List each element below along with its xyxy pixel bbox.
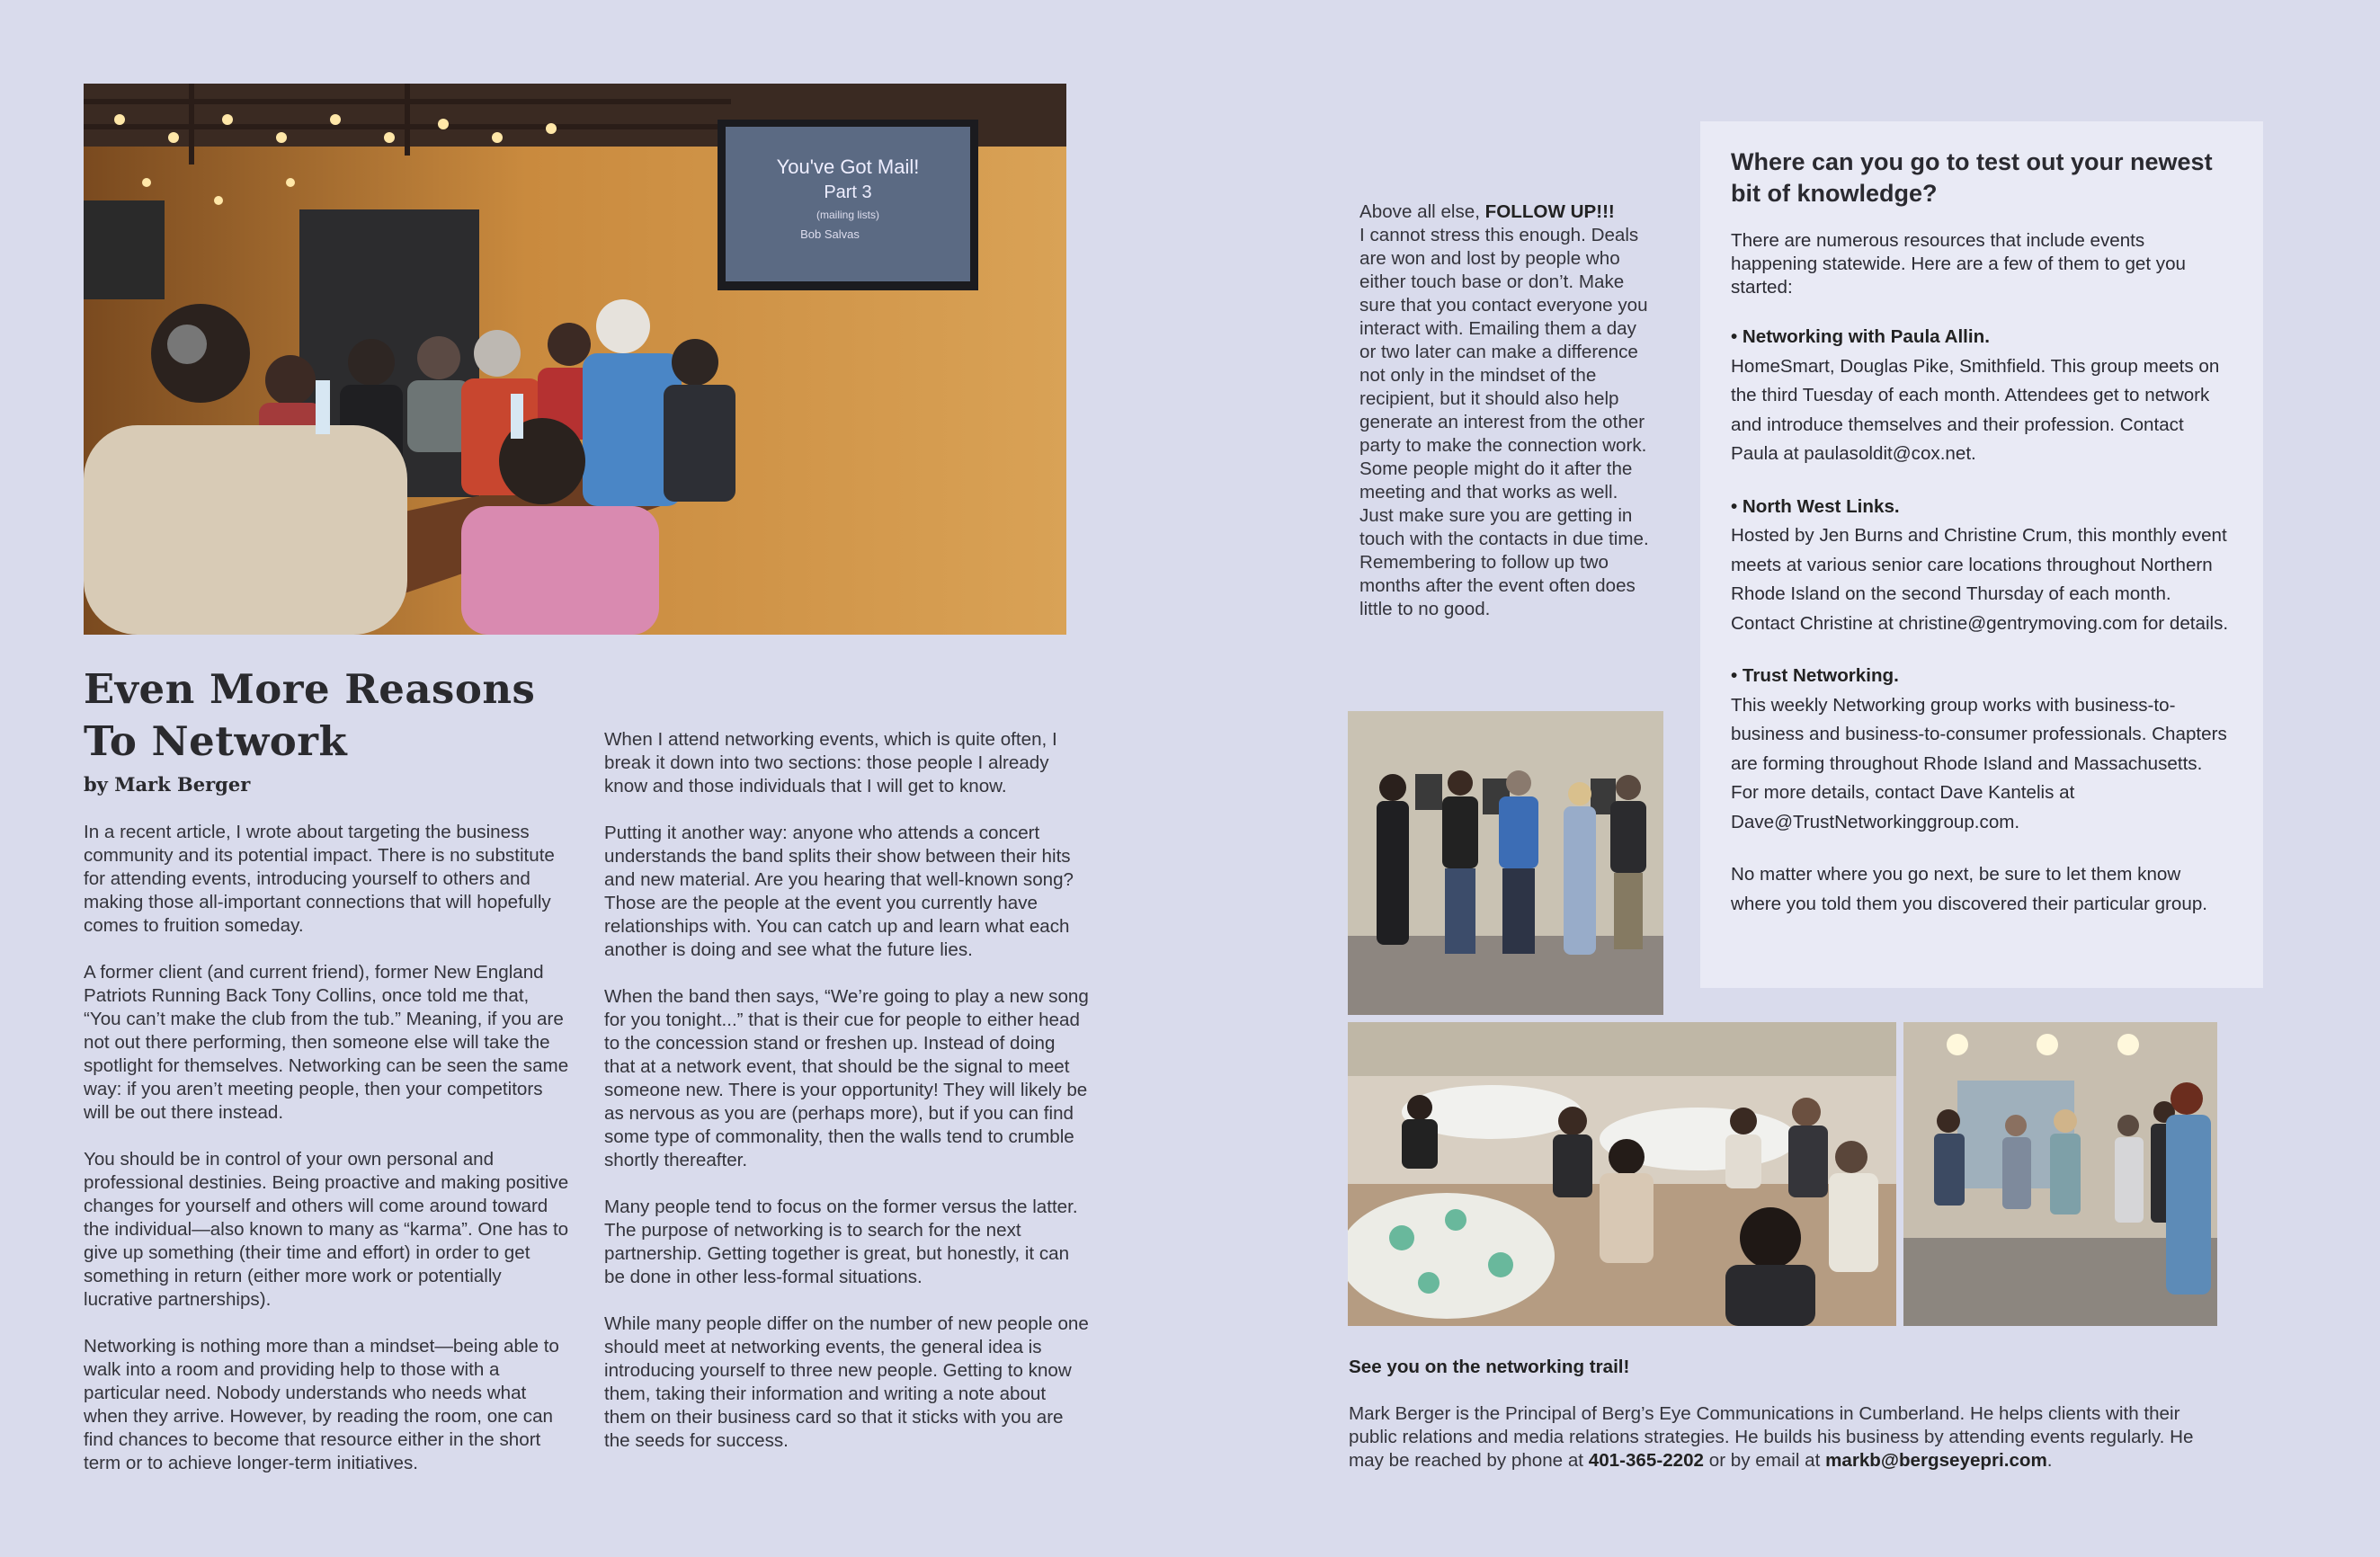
article-column-2 (604, 728, 1090, 1476)
resource-body: Hosted by Jen Burns and Christine Crum, this monthly event meets at various senior care locations throughout Northern Rhode Island on the second Thursday of each month. Contact Christine at christine@gentrymoving.com for details. (1731, 525, 2229, 634)
resources-sidebar (1700, 121, 2263, 988)
follow-up-body: I cannot stress this enough. Deals are won and lost by people who either touch base or don’t. Make sure that you contact everyone you interact with. Emailing them a day or two later can make a difference not only in the mindset of the recipient, but it should also help generate an interest from the other party to make the connection work. Some people might do it after the meeting and that works as well. Just make sure you are getting in touch with the contacts in due time. Remembering to follow up two months after the event often does little to no good. (1359, 225, 1649, 619)
follow-up-paragraph (1359, 200, 1656, 621)
resource-title: • North West Links. (1731, 495, 1900, 517)
column1-paragraph: You should be in control of your own personal and professional destinies. Being proactive and making positive changes for yourself and others will come around toward the individual—also known to many as “karma”. One has to give up something (their time and effort) in order to get something in return (either more work or potentially lucrative partnerships). (84, 1149, 569, 1310)
column1-paragraph: A former client (and current friend), former New England Patriots Running Back Tony Collins, once told me that, “You can’t make the club from the tub.” Meaning, if you are not out there performing, then someone else will take the spotlight for themselves. Networking can be seen the same way: if you aren’t meeting people, then your competitors will be out there instead. (84, 962, 569, 1123)
resource-title: • Trust Networking. (1731, 665, 1899, 686)
main-meeting-photo (84, 84, 1066, 635)
column1-paragraph: Networking is nothing more than a mindset—being able to walk into a room and providing help to those with a particular need. Nobody understands who needs what when they arrive. However, by reading the room, one can find chances to become that resource either in the short term or to achieve longer-term initiatives. (84, 1336, 559, 1473)
sidebar-heading: Where can you go to test out your newest bit of knowledge? (1731, 148, 2213, 207)
screen-title: You've Got Mail! (776, 156, 920, 178)
column2-paragraph: While many people differ on the number of new people one should meet at networking events, the general idea is introducing yourself to three new people. Getting to know them, taking their information and writing a note about them on their business card so that it sticks with you are the seeds for success. (604, 1313, 1089, 1451)
circle-meeting-photo (1903, 1022, 2217, 1326)
article-title: Even More Reasons To Network (84, 665, 536, 765)
follow-up-prefix: Above all else, (1359, 201, 1485, 222)
resource-body: HomeSmart, Douglas Pike, Smithfield. This group meets on the third Tuesday of each month. Attendees get to network and introduce themselves and their profession. Contact Paula at paulasoldit@cox.net. (1731, 355, 2220, 464)
author-email: markb@bergseyepri.com (1825, 1450, 2047, 1471)
sidebar-closing: No matter where you go next, be sure to let them know where you told them you discovered their particular group. (1731, 864, 2207, 914)
article-column-1 (84, 821, 569, 1499)
follow-up-emphasis: FOLLOW UP!!! (1484, 201, 1615, 222)
group-standing-photo (1348, 711, 1663, 1015)
author-bio (1349, 1402, 2230, 1472)
author-bio-end: . (2046, 1450, 2053, 1471)
column1-paragraph: In a recent article, I wrote about targeting the business community and its potential impact. There is no substitute for attending events, introducing yourself to others and making those all-important connections that will hopefully comes to fruition someday. (84, 822, 555, 936)
column2-paragraph: Many people tend to focus on the former versus the latter. The purpose of networking is to search for the next partnership. Getting together is great, but honestly, it can be done in other less-formal situations. (604, 1197, 1078, 1287)
article-closing (1349, 1356, 2230, 1496)
resource-body: This weekly Networking group works with business-to-business and business-to-consumer professionals. Chapters are forming throughout Rhode Island and Massachusetts. For more details, contact Dave Kantelis at Dave@TrustNetworkinggroup.com. (1731, 694, 2227, 832)
author-bio-text: Mark Berger is the Principal of Berg’s Eye Communications in Cumberland. He helps clients with their public relations and media relations strategies. He builds his business by attending events regularly. He may be reached by phone at (1349, 1403, 2194, 1471)
resource-title: • Networking with Paula Allin. (1731, 326, 1990, 347)
author-phone: 401-365-2202 (1588, 1450, 1705, 1471)
sidebar-resource-item (1731, 323, 2233, 469)
author-bio-mid: or by email at (1704, 1450, 1826, 1471)
column2-paragraph: When I attend networking events, which is quite often, I break it down into two sections: those people I already know and those individuals that I will get to know. (604, 729, 1057, 796)
closing-tagline: See you on the networking trail! (1349, 1357, 1630, 1377)
sidebar-resource-item (1731, 493, 2233, 639)
article-column-3 (1359, 200, 1656, 645)
article-byline: by Mark Berger (84, 773, 251, 796)
screen-presenter: Bob Salvas (800, 227, 860, 241)
screen-subtitle: (mailing lists) (816, 209, 880, 221)
column2-paragraph: Putting it another way: anyone who attends a concert understands the band splits their show between their hits and new material. Are you hearing that well-known song? Those are the people at the event you currently have relationships with. You can catch up and learn what each another is doing and see what the future lies. (604, 823, 1074, 960)
luncheon-photo (1348, 1022, 1896, 1326)
column2-paragraph: When the band then says, “We’re going to play a new song for you tonight...” that is their cue for people to either head to the concession stand or freshen up. Instead of doing that at a network event, that should be the signal to meet someone new. There is your opportunity! They will likely be as nervous as you are (perhaps more), but if you can find some type of commonality, then the walls tend to crumble shortly thereafter. (604, 986, 1089, 1170)
sidebar-resource-item (1731, 662, 2233, 837)
screen-part: Part 3 (824, 182, 872, 202)
sidebar-intro: There are numerous resources that include events happening statewide. Here are a few of them to get you started: (1731, 230, 2187, 298)
